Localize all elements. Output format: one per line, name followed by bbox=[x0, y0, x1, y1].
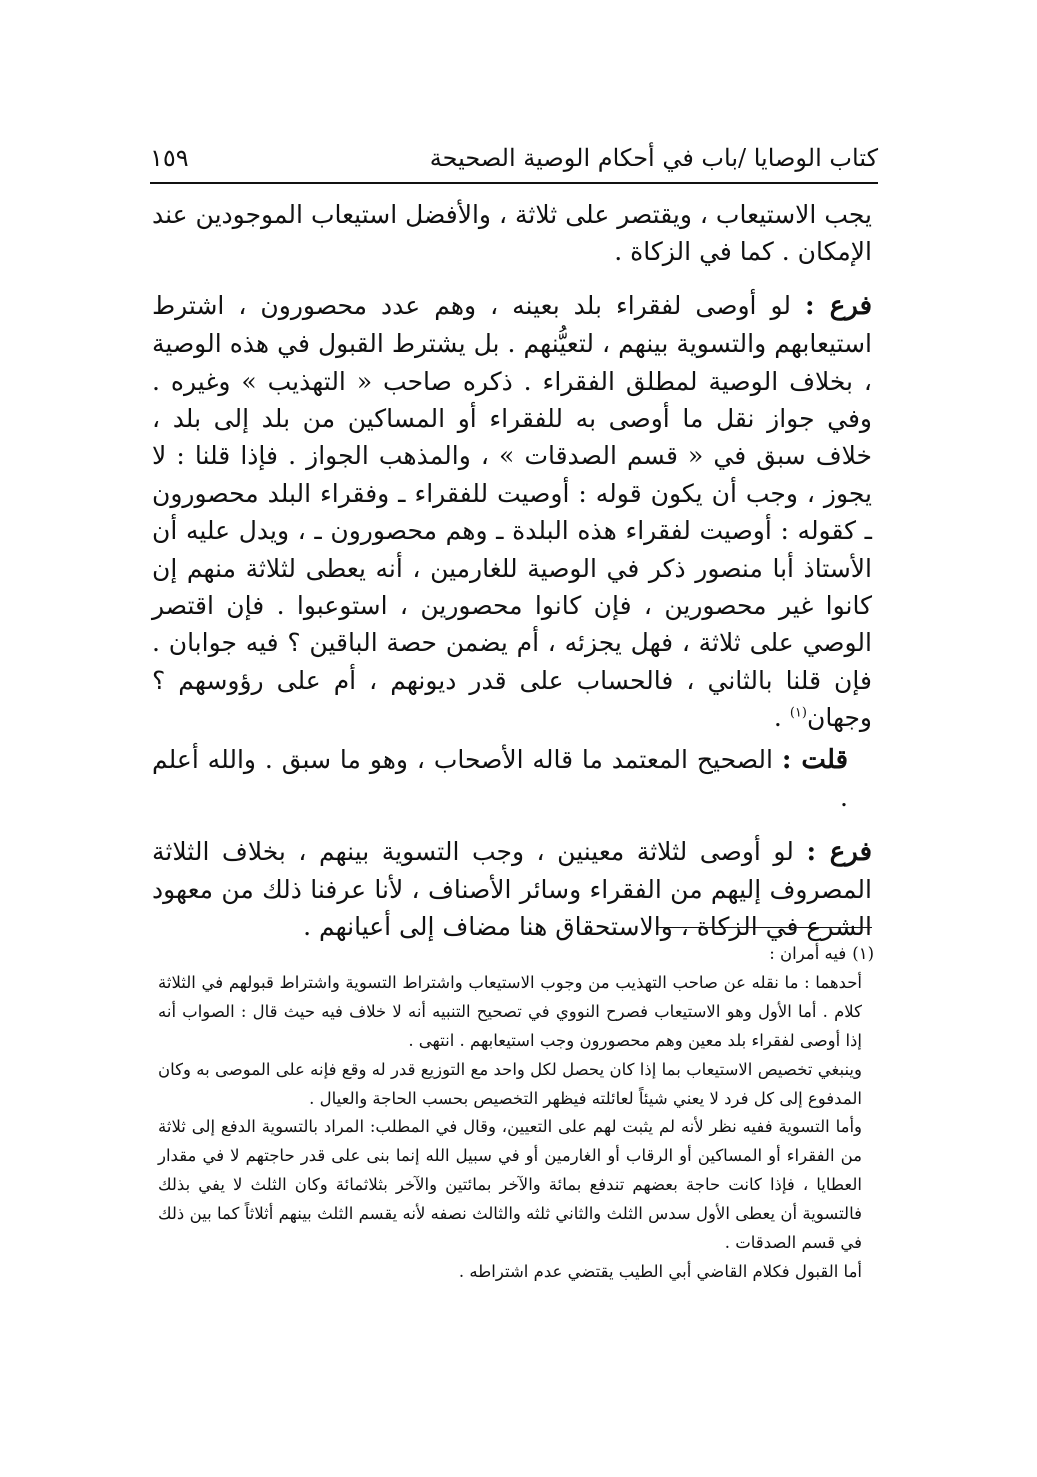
section-label-fari: فرع : bbox=[806, 836, 872, 867]
paragraph-text: الصحيح المعتمد ما قاله الأصحاب ، وهو ما سبق . والله أعلم . bbox=[152, 744, 848, 813]
footnote-reference: (١) bbox=[789, 705, 807, 721]
footnote-paragraph: وينبغي تخصيص الاستيعاب بما إذا كان يحصل لكل واحد مع التوزيع قدر له وقع فإنه على الموصى به وكان المدفوع إلى كل فرد لا يعني شيئاً لعائلته فيظهر التخصيص بحسب الحاجة والعيال . bbox=[158, 1059, 862, 1108]
footnote-heading-text: فيه أمران : bbox=[769, 944, 847, 963]
header-rule bbox=[150, 182, 878, 184]
paragraph-text: لو أوصى لفقراء بلد بعينه ، وهم عدد محصورون ، اشترط استيعابهم والتسوية بينهم ، لتعيُّنهم . بل يشترط القبول في هذه الوصية ، بخلاف الوصية لمطلق الفقراء . ذكره صاحب « التهذيب » وغيره . وفي جواز نقل ما أوصى به للفقراء أو المساكين من بلد إلى بلد ، خلاف سبق في « قسم الصدقات » ، والمذهب الجواز . فإذا قلنا : لا يجوز ، وجب أن يكون قوله : أوصيت للفقراء ـ وفقراء البلد محصورون ـ كقوله : أوصيت لفقراء هذه البلدة ـ وهم محصورون ـ ، ويدل عليه أن الأستاذ أبا منصور ذكر في الوصية للغارمين ، أنه يعطى لثلاثة منهم إن كانوا غير محصورين ، فإن كانوا محصورين ، استوعبوا . فإن اقتصر الوصي على ثلاثة ، فهل يجزئه ، أم يضمن حصة الباقين ؟ فيه جوابان . فإن قلنا بالثاني ، فالحساب على قدر ديونهم ، أم على رؤوسهم ؟ وجهان bbox=[152, 290, 872, 733]
footnotes bbox=[158, 940, 874, 1287]
paragraph-fari-2 bbox=[152, 833, 872, 946]
footnote-paragraph: وأما التسوية ففيه نظر لأنه لم يثبت لهم على التعيين، وقال في المطلب: المراد بالتسوية الدفع إلى ثلاثة من الفقراء أو المساكين أو الرقاب أو الغارمين أو في سبيل الله إنما بنى على قدر حاجتهم لا في مقدار العطايا ، فإذا كانت حاجة بعضهم تندفع بمائة والآخر بمائتين والآخر بثلاثمائة وكان الثلث لا يفي بذلك فالتسوية أن يعطى الأول سدس الثلث والثاني ثلثه والثالث نصفه لأنه يقسم الثلث بينهم أثلاثاً كما بين ذلك في قسم الصدقات . bbox=[158, 1117, 862, 1253]
running-title: كتاب الوصايا /باب في أحكام الوصية الصحيحة bbox=[429, 144, 878, 172]
paragraph-text-end: . bbox=[773, 703, 790, 733]
main-text bbox=[152, 196, 872, 946]
page-header bbox=[150, 138, 878, 182]
page-number: ١٥٩ bbox=[150, 144, 189, 172]
section-label-qultu: قلت : bbox=[781, 744, 848, 775]
paragraph-continuation: يجب الاستيعاب ، ويقتصر على ثلاثة ، والأفضل استيعاب الموجودين عند الإمكان . كما في الزكاة . bbox=[152, 200, 872, 267]
paragraph-text: لو أوصى لثلاثة معينين ، وجب التسوية بينهم ، بخلاف الثلاثة المصروف إليهم من الفقراء وسائر الأصناف ، لأنا عرفنا ذلك من معهود الشرع في الزكاة ، والاستحقاق هنا مضاف إلى أعيانهم . bbox=[152, 836, 872, 942]
footnote-paragraph: أحدهما : ما نقله عن صاحب التهذيب من وجوب الاستيعاب واشتراط التسوية واشتراط قبولهم في الثلاثة كلام . أما الأول وهو الاستيعاب فصرح النووي في تصحيح التنبيه أنه لا خلاف فيه حيث قال : الصواب أنه إذا أوصى لفقراء بلد معين وهم محصورون وجب استيعابهم . انتهى . bbox=[158, 972, 862, 1050]
footnote-paragraph: أما القبول فكلام القاضي أبي الطيب يقتضي عدم اشتراطه . bbox=[458, 1261, 862, 1281]
paragraph-qultu bbox=[152, 741, 872, 817]
paragraph-fari-1 bbox=[152, 287, 872, 737]
footnote-heading bbox=[158, 940, 874, 969]
footnote-number: (١) bbox=[852, 944, 874, 963]
footnote-rule bbox=[658, 927, 872, 928]
section-label-fari: فرع : bbox=[805, 290, 872, 321]
